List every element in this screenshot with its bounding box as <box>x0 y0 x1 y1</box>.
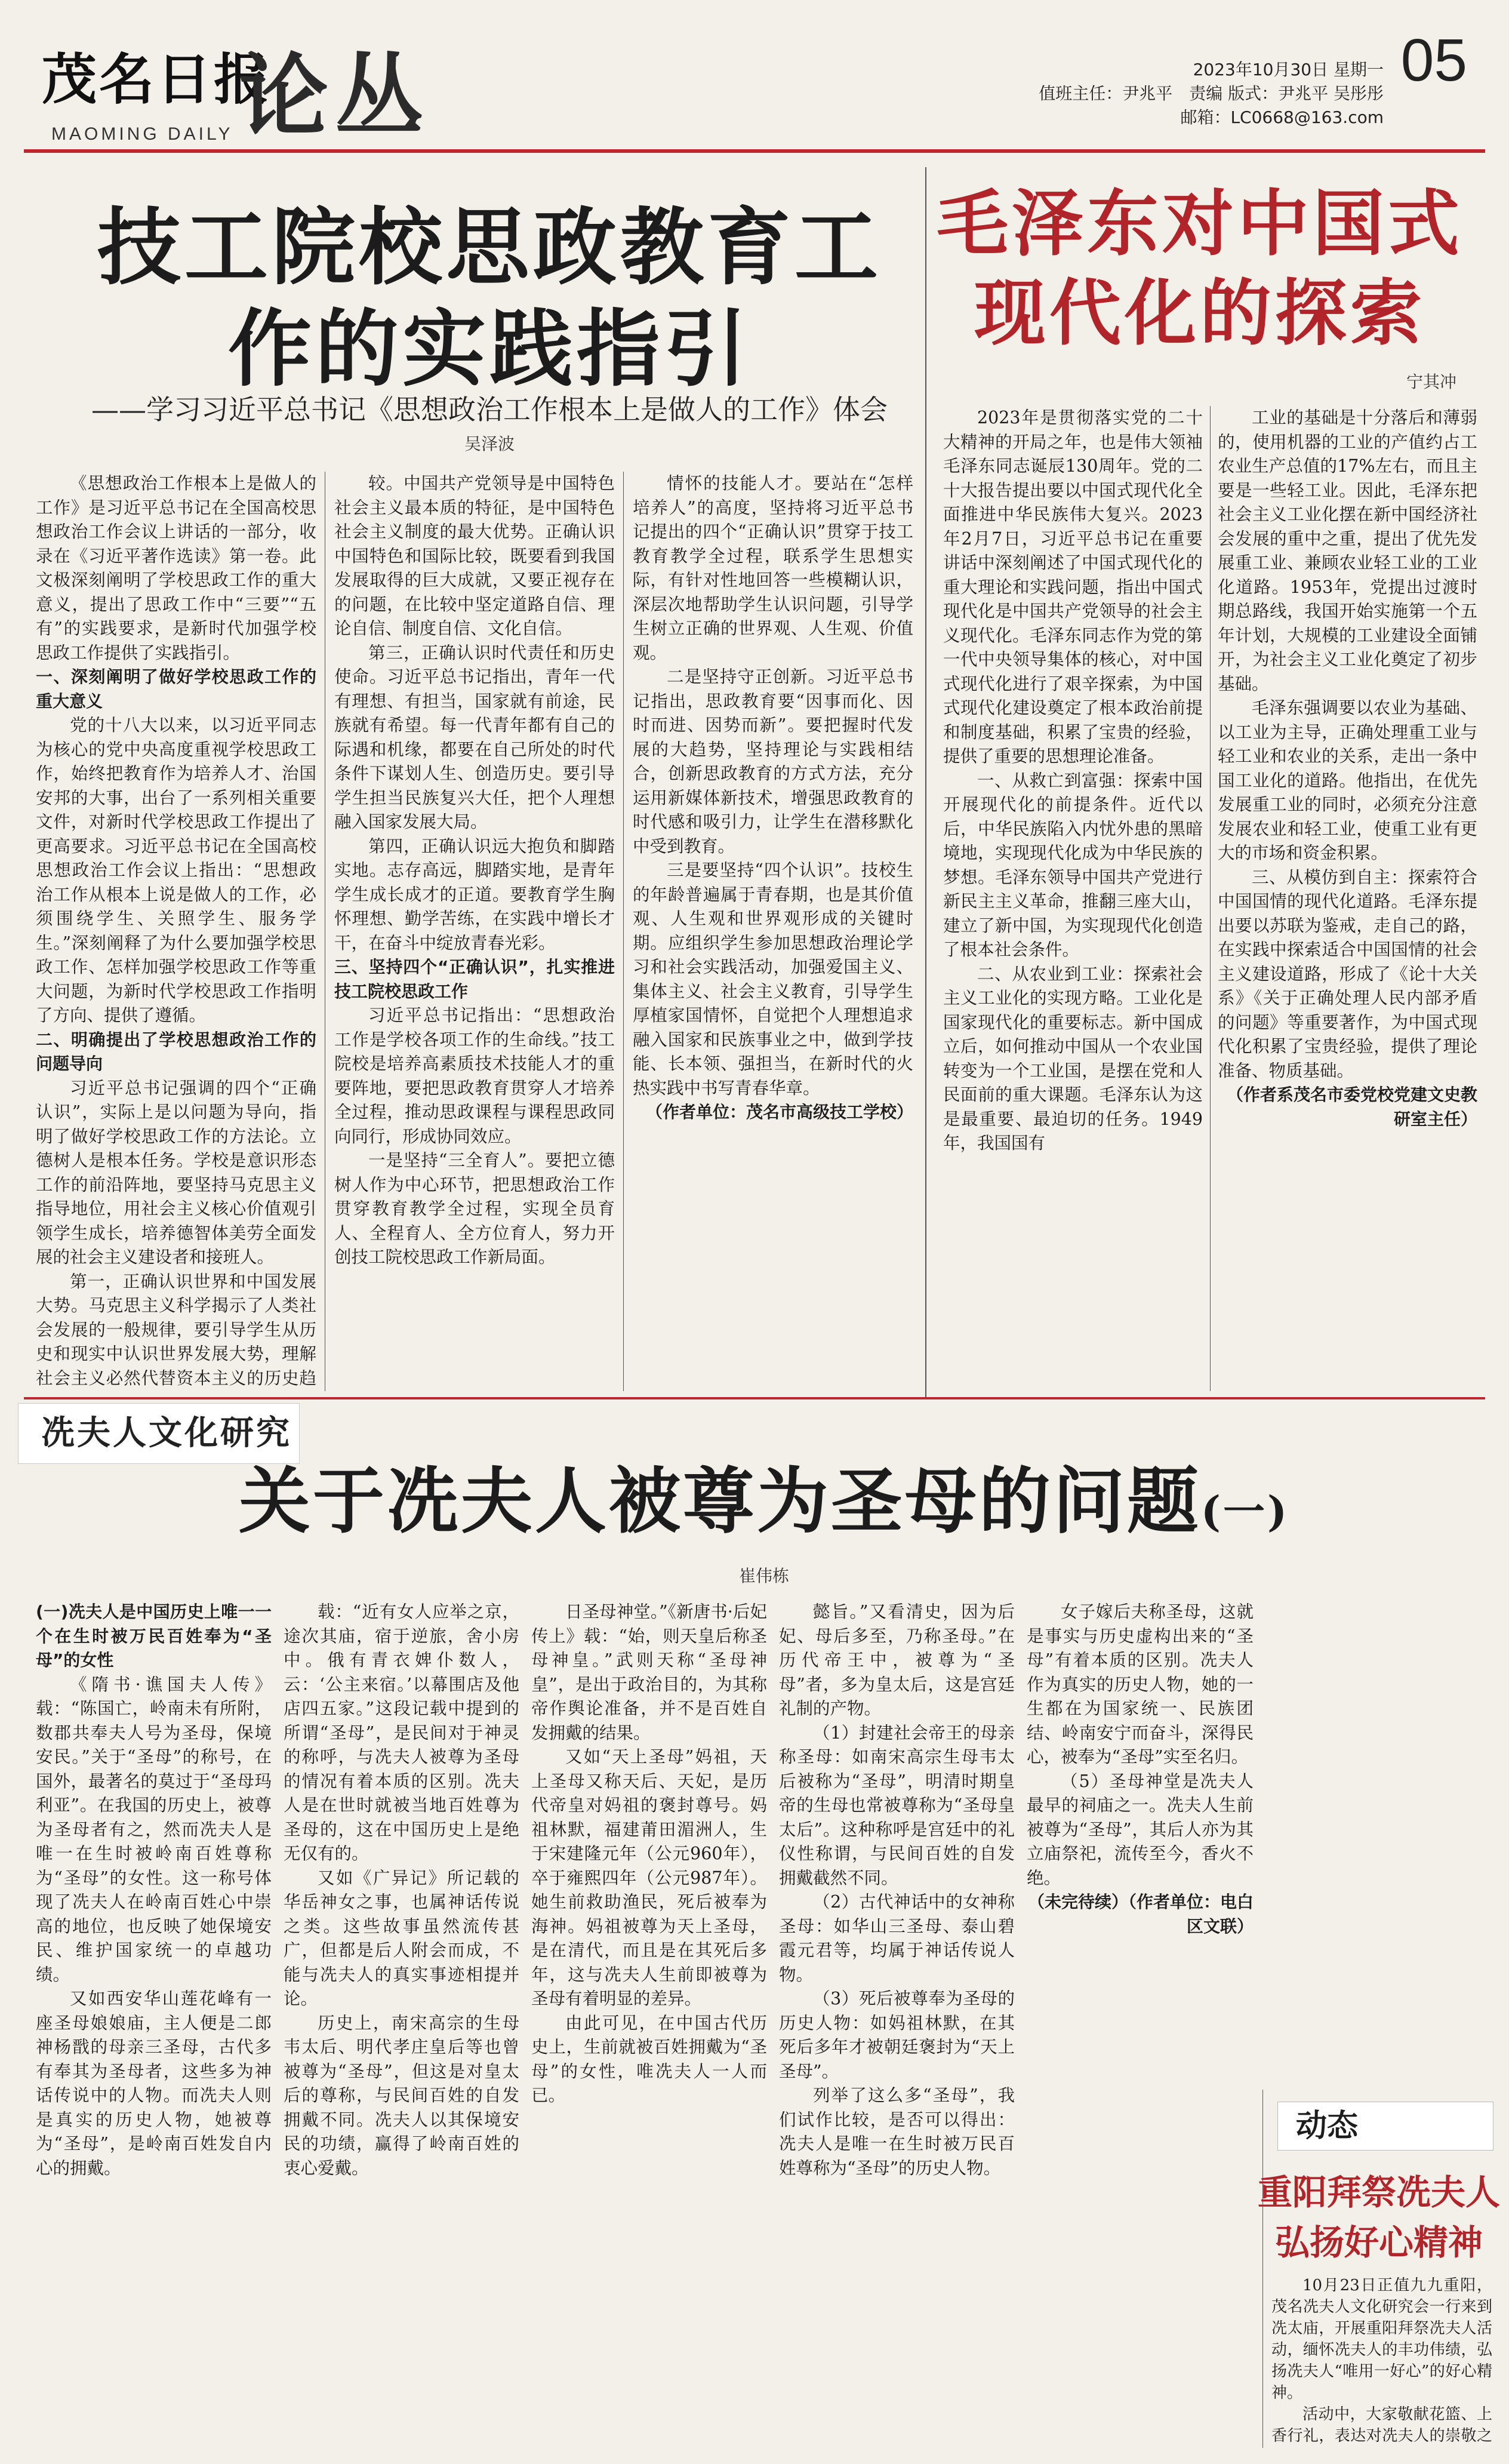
paragraph: 较。中国共产党领导是中国特色社会主义最本质的特征，是中国特色社会主义制度的最大优势。正确认识中国特色和国际比较，既要看到我国发展取得的巨大成就，又要正视存在的问题，在比较中坚定道路自信、理论自信、制度自信、文化自信。 <box>334 473 615 638</box>
newspaper-masthead: 茂名日报 <box>42 47 272 112</box>
paragraph: 又如“天上圣母”妈祖，天上圣母又称天后、天妃，是历代帝皇对妈祖的褒封尊号。妈祖林默，福建莆田湄洲人，生于宋建隆元年（公元960年），卒于雍熙四年（公元987年）。她生前救助渔民，死后被奉为海神。妈祖被尊为天上圣母，是在清代，而且是在其死后多年，这与冼夫人生前即被尊为圣母有着明显的差异。 <box>531 1747 767 2008</box>
paragraph: 活动中，大家敬献花篮、上香行礼，表达对冼夫人的崇敬之 <box>1271 2405 1492 2445</box>
paragraph: 《隋书·谯国夫人传》载：“陈国亡，岭南未有所附，数郡共奉夫人号为圣母，保境安民。”关于“圣母”的称号，在国外，最著名的莫过于“圣母玛利亚”。在我国的历史上，被尊为圣母者有之，然而冼夫人是唯一在生时被岭南百姓尊称为“圣母”的女性。这一称号体现了冼夫人在岭南百姓心中崇高的地位，也反映了她保境安民、维护国家统一的卓越功绩。 <box>36 1674 272 1985</box>
paragraph: 列举了这么多“圣母”，我们试作比较，是否可以得出：冼夫人是唯一在生时被万民百姓尊称为“圣母”的历史人物。 <box>779 2085 1015 2178</box>
paragraph: 载：“近有女人应举之京，途次其庙，宿于逆旅，舍小房中。俄有青衣婢仆数人，云：‘公主来宿。’以幕围店及他店四五家。”这段记载中提到的所谓“圣母”，是民间对于神灵的称呼，与冼夫人被尊为圣母的情况有着本质的区别。冼夫人是在世时就被当地百姓尊为圣母的，这在中国历史上是绝无仅有的。 <box>284 1602 519 1863</box>
paragraph: 10月23日正值九九重阳，茂名冼夫人文化研究会一行来到冼太庙，开展重阳拜祭冼夫人活动，缅怀冼夫人的丰功伟绩，弘扬冼夫人“唯用一好心”的好心精神。 <box>1271 2277 1492 2402</box>
author-note: （未完待续）（作者单位：电白区文联） <box>1027 1892 1254 1936</box>
article2-column-2 <box>1218 406 1477 1391</box>
paragraph: （2）古代神话中的女神称圣母：如华山三圣母、泰山碧霞元君等，均属于神话传说人物。 <box>779 1892 1015 1985</box>
paragraph: 一是坚持“三全育人”。要把立德树人作为中心环节，把思想政治工作贯穿教育教学全过程，实现全员育人、全程育人、全方位育人，努力开创技工院校思政工作新局面。 <box>334 1151 615 1267</box>
column-divider <box>623 472 624 1391</box>
article3-column-2 <box>284 1600 519 2448</box>
article1-column-2 <box>334 472 615 1391</box>
article-author: 宁其冲 <box>1406 372 1456 392</box>
article-divider <box>925 167 926 1397</box>
paragraph: （5）圣母神堂是冼夫人最早的祠庙之一。冼夫人生前被尊为“圣母”，其后人亦为其立庙祭祀，流传至今，香火不绝。 <box>1027 1771 1254 1888</box>
paragraph: 二是坚持守正创新。习近平总书记指出，思政教育要“因事而化、因时而进、因势而新”。要把握时代发展的大趋势，坚持理论与实践相结合，创新思政教育的方式方法，充分运用新媒体新技术，增强思政教育的时代感和吸引力，让学生在潜移默化中受到教育。 <box>633 667 913 856</box>
author-note: （作者单位：茂名市高级技工学校） <box>645 1102 913 1122</box>
section-heading: 二、明确提出了学校思想政治工作的问题导向 <box>36 1029 316 1073</box>
article1-column-1 <box>36 472 316 1391</box>
paragraph: 历史上，南宋高宗的生母韦太后、明代孝庄皇后等也曾被尊为“圣母”，但这是对皇太后的尊称，与民间百姓的自发拥戴不同。冼夫人以其保境安民的功绩，赢得了岭南百姓的衷心爱戴。 <box>284 2013 519 2178</box>
article-subtitle: ——学习习近平总书记《思想政治工作根本上是做人的工作》体会 <box>91 393 888 426</box>
news-body <box>1271 2275 1492 2448</box>
paragraph: 懿旨。”又看清史，因为后妃、母后多至，乃称圣母。”在历代帝王中，被尊为“圣母”者，多为皇太后，这是宫廷礼制的产物。 <box>779 1602 1015 1718</box>
header-rule <box>24 149 1485 153</box>
paragraph: 女子嫁后夫称圣母，这就是事实与历史虚构出来的“圣母”有着本质的区别。冼夫人作为真实的历史人物，她的一生都在为国家统一、民族团结、岭南安宁而奋斗，深得民心，被奉为“圣母”实至名归。 <box>1027 1602 1254 1767</box>
paragraph: 第三，正确认识时代责任和历史使命。习近平总书记指出，青年一代有理想、有担当，国家就有前途，民族就有希望。每一代青年都有自己的际遇和机缘，都要在自己所处的时代条件下谋划人生、创造历史。要引导学生担当民族复兴大任，把个人理想融入国家发展大局。 <box>334 642 615 832</box>
paragraph: 2023年是贯彻落实党的二十大精神的开局之年，也是伟大领袖毛泽东同志诞辰130周年。党的二十大报告提出要以中国式现代化全面推进中华民族伟大复兴。2023年2月7日，习近平总书记在重要讲话中深刻阐述了中国式现代化的重大理论和实践问题，指出中国式现代化是中国共产党领导的社会主义现代化。毛泽东同志作为党的第一代中央领导集体的核心，对中国式现代化进行了艰辛探索，为中国式现代化建设奠定了根本政治前提和制度基础，积累了宝贵的经验，提供了重要的思想理论准备。 <box>943 408 1203 766</box>
paragraph: 习近平总书记指出：“思想政治工作是学校各项工作的生命线。”技工院校是培养高素质技术技能人才的重要阵地，要把思政教育贯穿人才培养全过程，推动思政课程与课程思政同向同行，形成协同效应。 <box>334 1005 615 1146</box>
feature-banner <box>18 1403 300 1464</box>
article3-column-1 <box>36 1600 272 2448</box>
paragraph: （3）死后被尊奉为圣母的历史人物：如妈祖林默，在其死后多年才被朝廷褒封为“天上圣母”。 <box>779 1989 1015 2081</box>
column-divider <box>1262 2090 1263 2448</box>
paragraph: 日圣母神堂。”《新唐书·后妃传上》载：“始，则天皇后称圣母神皇。”武则天称“圣母神皇”，是出于政治目的，为其称帝作舆论准备，并不是百姓自发拥戴的结果。 <box>531 1602 767 1743</box>
paragraph: 二、从农业到工业：探索社会主义工业化的实现方略。工业化是国家现代化的重要标志。新中国成立后，如何推动中国从一个农业国转变为一个工业国，是摆在党和人民面前的重大课题。毛泽东认为这是最重要、最迫切的任务。1949年，我国国有 <box>943 964 1203 1153</box>
news-tag: 动态 <box>1277 2102 1493 2151</box>
paragraph: （1）封建社会帝王的母亲称圣母：如南宋高宗生母韦太后被称为“圣母”，明清时期皇帝的生母也常被尊称为“圣母皇太后”。这种称呼是宫廷中的礼仪性称谓，与民间百姓的自发拥戴截然不同。 <box>779 1722 1015 1888</box>
article-title-text: 关于冼夫人被尊为圣母的问题 <box>238 1459 1201 1543</box>
paragraph: 党的十八大以来，以习近平同志为核心的党中央高度重视学校思政工作，始终把教育作为培养人才、治国安邦的大事，出台了一系列相关重要文件，对新时代学校思政工作提出了更高要求。习近平总书记在全国高校思想政治工作会议上指出：“思想政治工作从根本上说是做人的工作，必须围绕学生、关照学生、服务学生。”深刻阐释了为什么要加强学校思政工作、怎样加强学校思政工作等重大问题，为新时代学校思政工作指明了方向、提供了遵循。 <box>36 715 316 1025</box>
news-title: 重阳拜祭冼夫人弘扬好心精神 <box>1257 2172 1500 2263</box>
article-title: 毛泽东对中国式现代化的探索 <box>937 182 1463 355</box>
article-title: 技工院校思政教育工作的实践指引 <box>97 199 882 398</box>
article1-column-3 <box>633 472 913 1391</box>
author-note: （作者系茂名市委党校党建文史教研室主任） <box>1226 1085 1477 1129</box>
section-title: 论丛 <box>239 44 430 149</box>
paragraph: 情怀的技能人才。要站在“怎样培养人”的高度，坚持将习近平总书记提出的四个“正确认识”贯穿于技工教育教学全过程，联系学生思想实际，有针对性地回答一些模糊认识，深层次地帮助学生认识问题，引导学生树立正确的世界观、人生观、价值观。 <box>633 473 913 663</box>
article3-column-5 <box>1027 1600 1254 2084</box>
paragraph: 又如西安华山莲花峰有一座圣母娘娘庙，主人便是二郎神杨戬的母亲三圣母，古代多有奉其为圣母者，这些多为神话传说中的人物。而冼夫人则是真实的历史人物，她被尊为“圣母”，是岭南百姓发自内心的拥戴。 <box>36 1989 272 2178</box>
paragraph: 由此可见，在中国古代历史上，生前就被百姓拥戴为“圣母”的女性，唯冼夫人一人而已。 <box>531 2013 767 2105</box>
issue-date: 2023年10月30日 星期一 <box>1193 60 1384 79</box>
article-title-part: (一) <box>1200 1487 1290 1536</box>
article-title <box>227 1457 1301 1556</box>
paragraph: 毛泽东强调要以农业为基础、以工业为主导，正确处理重工业与轻工业和农业的关系，走出一条中国工业化的道路。他指出，在优先发展重工业的同时，必须充分注意发展农业和轻工业，使重工业有更大的市场和资金积累。 <box>1218 698 1477 863</box>
masthead-english: MAOMING DAILY <box>51 124 233 144</box>
paragraph: 习近平总书记强调的四个“正确认识”，实际上是以问题为导向，指明了做好学校思政工作的方法论。立德树人是根本任务。学校是意识形态工作的前沿阵地，要坚持马克思主义指导地位，用社会主义核心价值观引领学生成长，培养德智体美劳全面发展的社会主义建设者和接班人。 <box>36 1078 316 1267</box>
section-rule <box>24 1397 1485 1399</box>
section-heading: 三、坚持四个“正确认识”，扎实推进技工院校思政工作 <box>334 957 615 1001</box>
section-heading: 一、深刻阐明了做好学校思政工作的重大意义 <box>36 667 316 711</box>
article3-column-3 <box>531 1600 767 2448</box>
editor-credits: 值班主任：尹兆平 责编 版式：尹兆平 吴彤彤 <box>1039 84 1384 103</box>
article2-column-1 <box>943 406 1203 1391</box>
article-author: 崔伟栋 <box>738 1566 789 1586</box>
paragraph: 又如《广异记》所记载的华岳神女之事，也属神话传说之类。这些故事虽然流传甚广，但都是后人附会而成，不能与冼夫人的真实事迹相提并论。 <box>284 1868 519 2008</box>
article-author: 吴泽波 <box>464 434 515 454</box>
paragraph: 第一，正确认识世界和中国发展大势。马克思主义科学揭示了人类社会发展的一般规律，要引导学生从历史和现实中认识世界发展大势，理解社会主义必然代替资本主义的历史趋 <box>36 1271 316 1388</box>
paragraph: 第四，正确认识远大抱负和脚踏实地。志存高远，脚踏实地，是青年学生成长成才的正道。要教育学生胸怀理想、勤学苦练，在实践中增长才干，在奋斗中绽放青春光彩。 <box>334 836 615 953</box>
paragraph: 三是要坚持“四个认识”。技校生的年龄普遍属于青春期，也是其价值观、人生观和世界观形成的关键时期。应组织学生参加思想政治理论学习和社会实践活动，加强爱国主义、集体主义、社会主义教育，引导学生厚植家国情怀，自觉把个人理想追求融入国家和民族事业之中，做到学技能、长本领、强担当，在新时代的火热实践中书写青春华章。 <box>633 860 913 1098</box>
page-number: 05 <box>1400 27 1467 94</box>
column-divider <box>1210 406 1211 1391</box>
paragraph: 工业的基础是十分落后和薄弱的，使用机器的工业的产值约占工农业生产总值的17%左右，而且主要是一些轻工业。因此，毛泽东把社会主义工业化摆在新中国经济社会发展的重中之重，提出了优先发展重工业、兼顾农业轻工业的工业化道路。1953年，党提出过渡时期总路线，我国开始实施第一个五年计划，大规模的工业建设全面铺开，为社会主义工业化奠定了初步基础。 <box>1218 408 1477 694</box>
paragraph: 三、从模仿到自主：探索符合中国国情的现代化道路。毛泽东提出要以苏联为鉴戒，走自己的路，在实践中探索适合中国国情的社会主义建设道路，形成了《论十大关系》《关于正确处理人民内部矛盾的问题》等重要著作，为中国式现代化积累了宝贵经验，提供了理论准备、物质基础。 <box>1218 867 1477 1081</box>
contact-email: 邮箱：LC0668@163.com <box>1180 107 1384 127</box>
article3-column-4 <box>779 1600 1015 2448</box>
section-heading: (一)冼夫人是中国历史上唯一一个在生时被万民百姓奉为“圣母”的女性 <box>36 1602 272 1670</box>
paragraph: 《思想政治工作根本上是做人的工作》是习近平总书记在全国高校思想政治工作会议上讲话的一部分，收录在《习近平著作选读》第一卷。此文极深刻阐明了学校思政工作的重大意义，提出了思政工作中“三要”“五有”的实践要求，是新时代加强学校思政工作提供了实践指引。 <box>36 473 316 663</box>
feature-banner-label: 冼夫人文化研究 <box>41 1414 292 1453</box>
paragraph: 一、从救亡到富强：探索中国开展现代化的前提条件。近代以后，中华民族陷入内忧外患的黑暗境地，实现现代化成为中华民族的梦想。毛泽东领导中国共产党进行新民主主义革命，推翻三座大山，建立了新中国，为实现现代化创造了根本社会条件。 <box>943 770 1203 959</box>
